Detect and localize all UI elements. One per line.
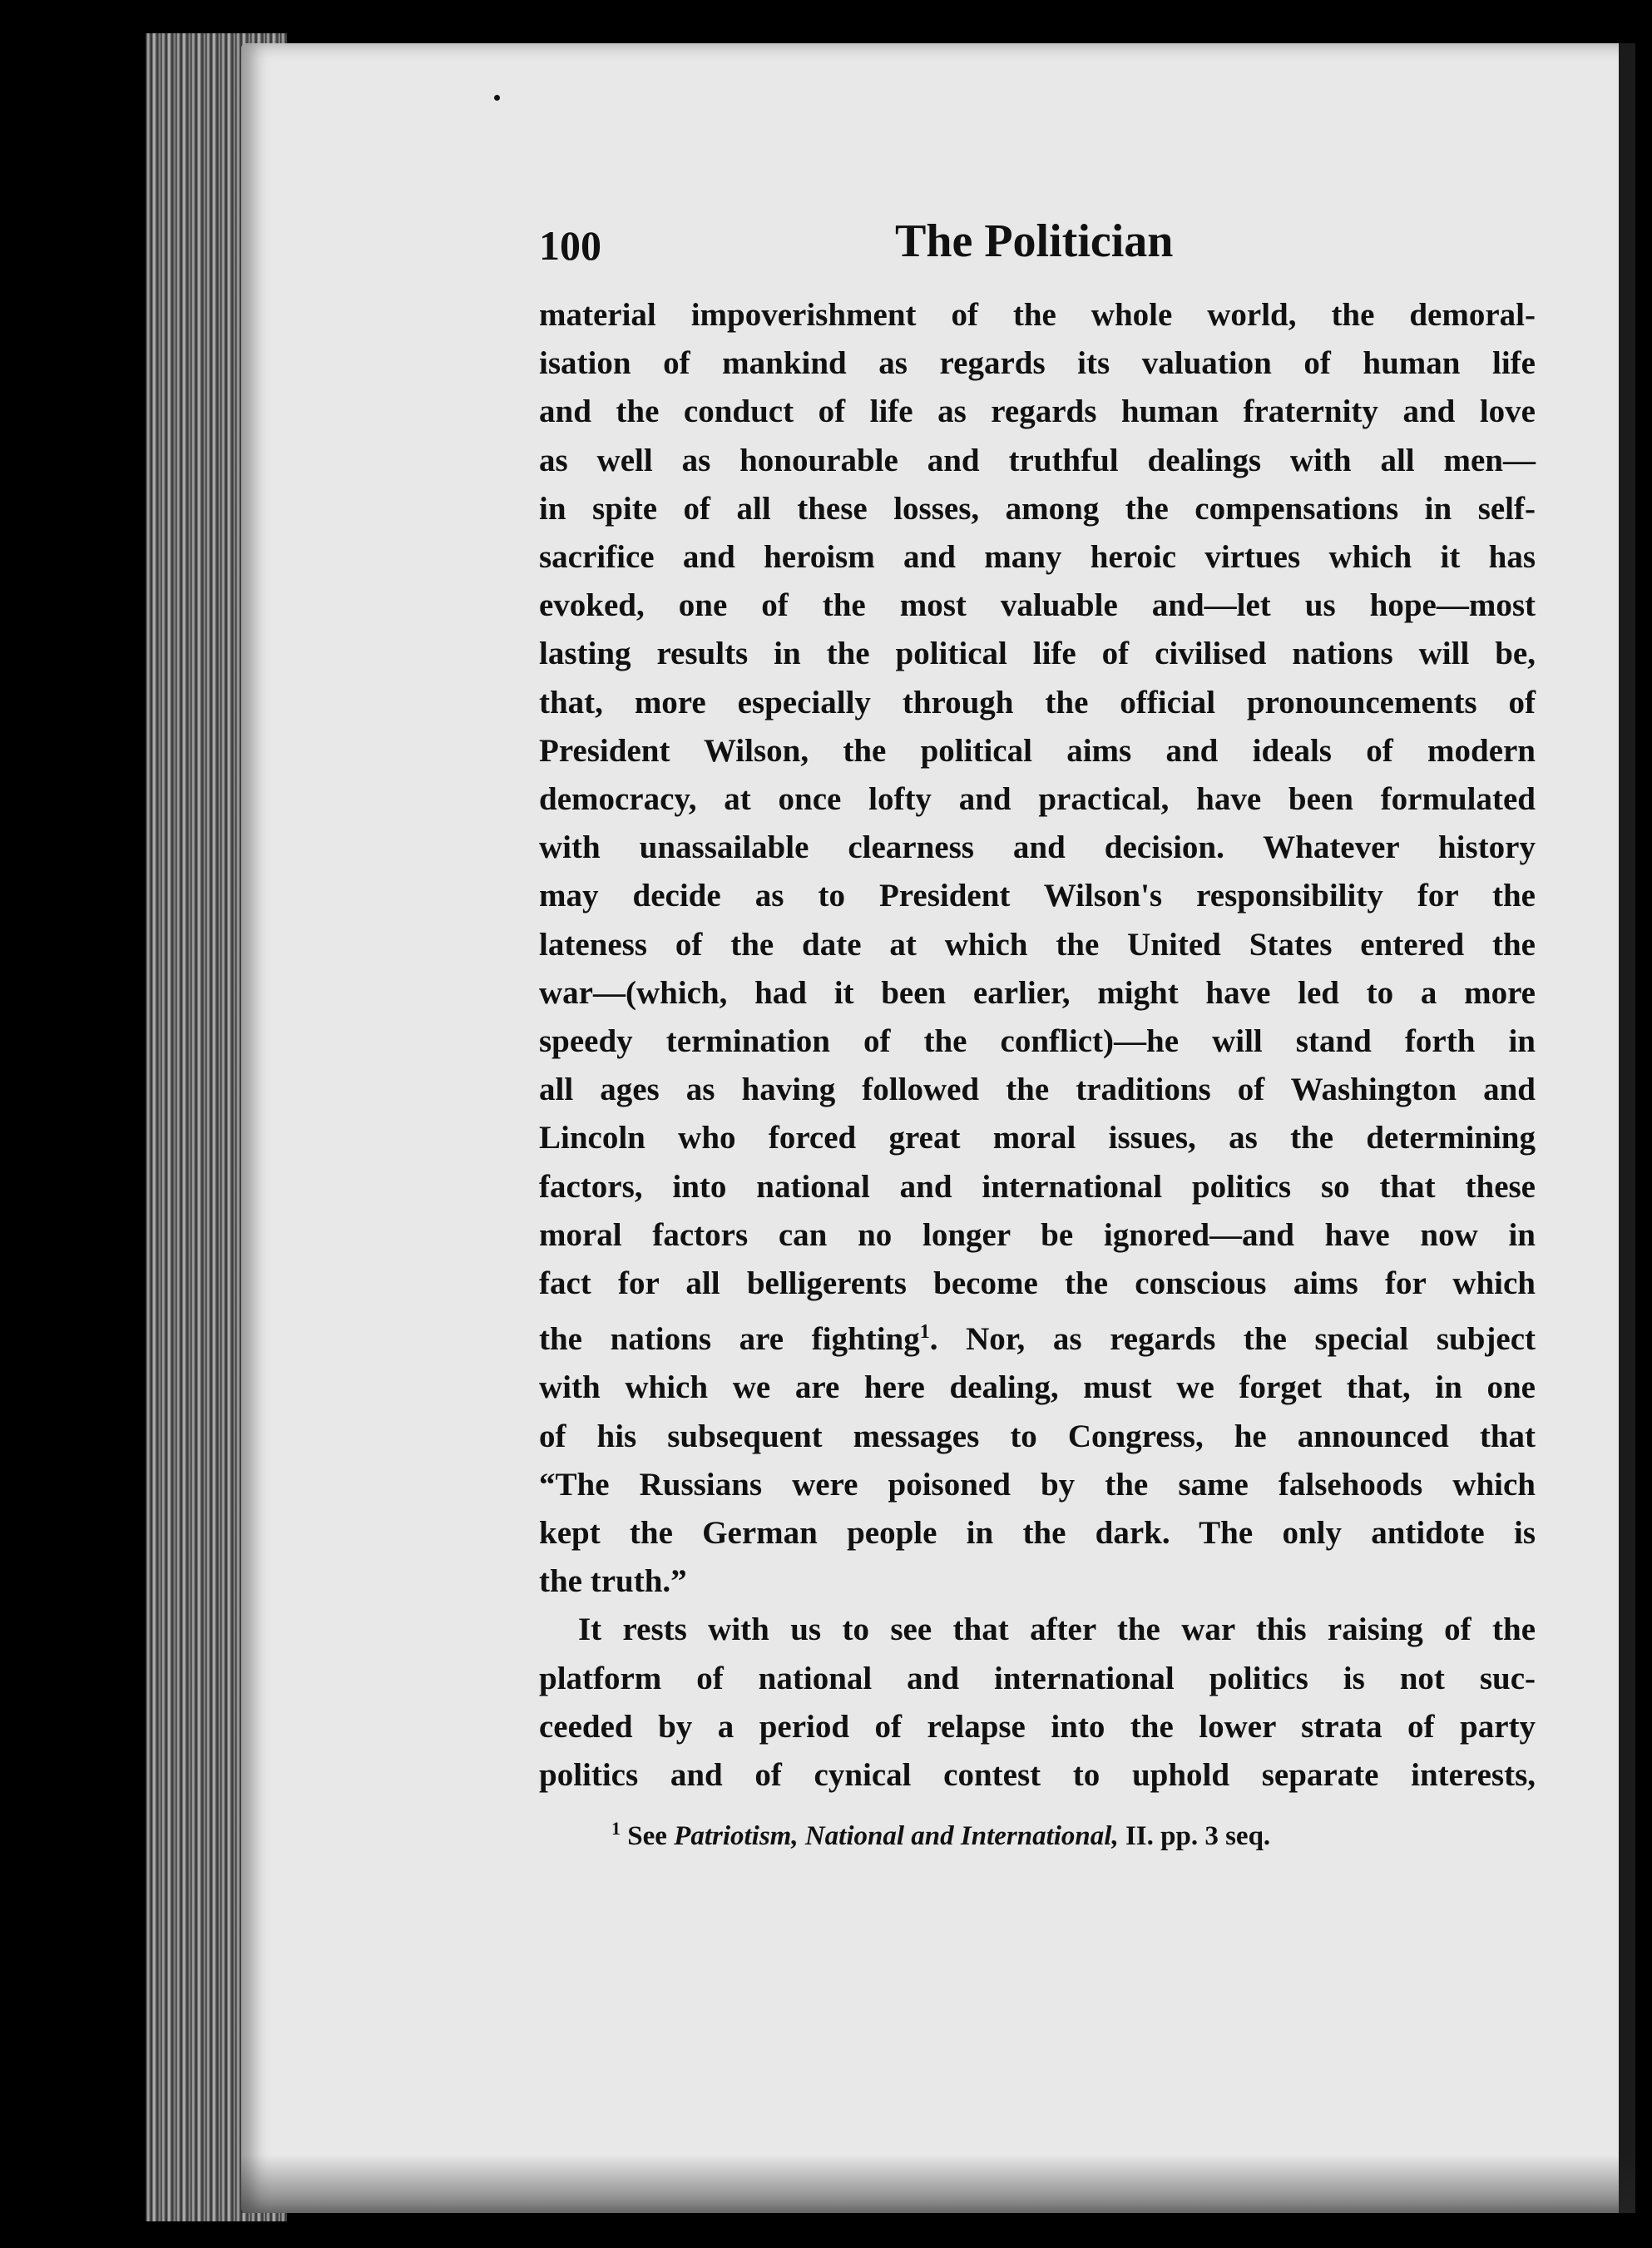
text-line: that, more especially through the official pronouncements of bbox=[539, 684, 1536, 720]
footnote-reference: 1 bbox=[919, 1321, 930, 1344]
text-line: platform of national and international politics is not suc- bbox=[539, 1660, 1536, 1696]
body-text bbox=[539, 291, 1536, 1800]
text-line: in spite of all these losses, among the compensations in self- bbox=[539, 490, 1536, 527]
footnote-prefix: See bbox=[627, 1821, 667, 1851]
page-header bbox=[539, 215, 1537, 281]
text-line: the truth.” bbox=[539, 1563, 687, 1600]
text-line: democracy, at once lofty and practical, have been formulated bbox=[539, 781, 1536, 818]
text-line: It rests with us to see that after the war this raising of the bbox=[578, 1612, 1536, 1648]
text-line: lateness of the date at which the United States entered the bbox=[539, 926, 1536, 963]
text-line: material impoverishment of the whole world, the demoral- bbox=[539, 297, 1536, 333]
text-line: “The Russians were poisoned by the same falsehoods which bbox=[539, 1466, 1536, 1503]
text-line: speedy termination of the conflict)—he will stand forth in bbox=[539, 1023, 1536, 1060]
text-line: politics and of cynical contest to uphold separate interests, bbox=[539, 1757, 1536, 1794]
text-line: as well as honourable and truthful dealings with all men— bbox=[539, 442, 1536, 478]
text-line: President Wilson, the political aims and ideals of modern bbox=[539, 732, 1536, 769]
page-right-shadow bbox=[1619, 43, 1635, 2213]
text-line-with-footnote-ref bbox=[539, 1308, 1536, 1364]
text-line: factors, into national and international politics so that these bbox=[539, 1168, 1536, 1205]
footnote bbox=[611, 1818, 1526, 1852]
text-line: may decide as to President Wilson's responsibility for the bbox=[539, 878, 1536, 914]
ink-speck bbox=[494, 95, 500, 101]
text-line: kept the German people in the dark. The only antidote is bbox=[539, 1515, 1536, 1552]
text-line: fact for all belligerents become the conscious aims for which bbox=[539, 1265, 1536, 1302]
text-line: all ages as having followed the traditions of Washington and bbox=[539, 1072, 1536, 1108]
text-line: war—(which, had it been earlier, might have led to a more bbox=[539, 974, 1536, 1011]
text-line: and the conduct of life as regards human fraternity and love bbox=[539, 394, 1536, 430]
running-title: The Politician bbox=[895, 215, 1174, 267]
text-line: of his subsequent messages to Congress, he announced that bbox=[539, 1418, 1536, 1454]
footnote-suffix: II. pp. 3 seq. bbox=[1125, 1821, 1271, 1851]
footnote-title: Patriotism, National and International, bbox=[674, 1821, 1119, 1851]
text-line-start: the nations are fighting bbox=[539, 1321, 920, 1358]
page-number: 100 bbox=[539, 222, 601, 269]
text-line-end: . Nor, as regards the special subject bbox=[929, 1321, 1536, 1358]
text-line: isation of mankind as regards its valuation of human life bbox=[539, 345, 1536, 382]
text-line: Lincoln who forced great moral issues, as the determining bbox=[539, 1120, 1536, 1156]
text-line: with which we are here dealing, must we forget that, in one bbox=[539, 1369, 1536, 1406]
text-line: ceeded by a period of relapse into the lower strata of party bbox=[539, 1708, 1536, 1745]
text-line: evoked, one of the most valuable and—let us hope—most bbox=[539, 587, 1536, 624]
text-line: with unassailable clearness and decision. Whatever history bbox=[539, 829, 1536, 866]
footnote-marker: 1 bbox=[611, 1818, 621, 1839]
text-line: moral factors can no longer be ignored—and have now in bbox=[539, 1216, 1536, 1253]
text-line: lasting results in the political life of civilised nations will be, bbox=[539, 636, 1536, 672]
text-line: sacrifice and heroism and many heroic virtues which it has bbox=[539, 539, 1536, 576]
